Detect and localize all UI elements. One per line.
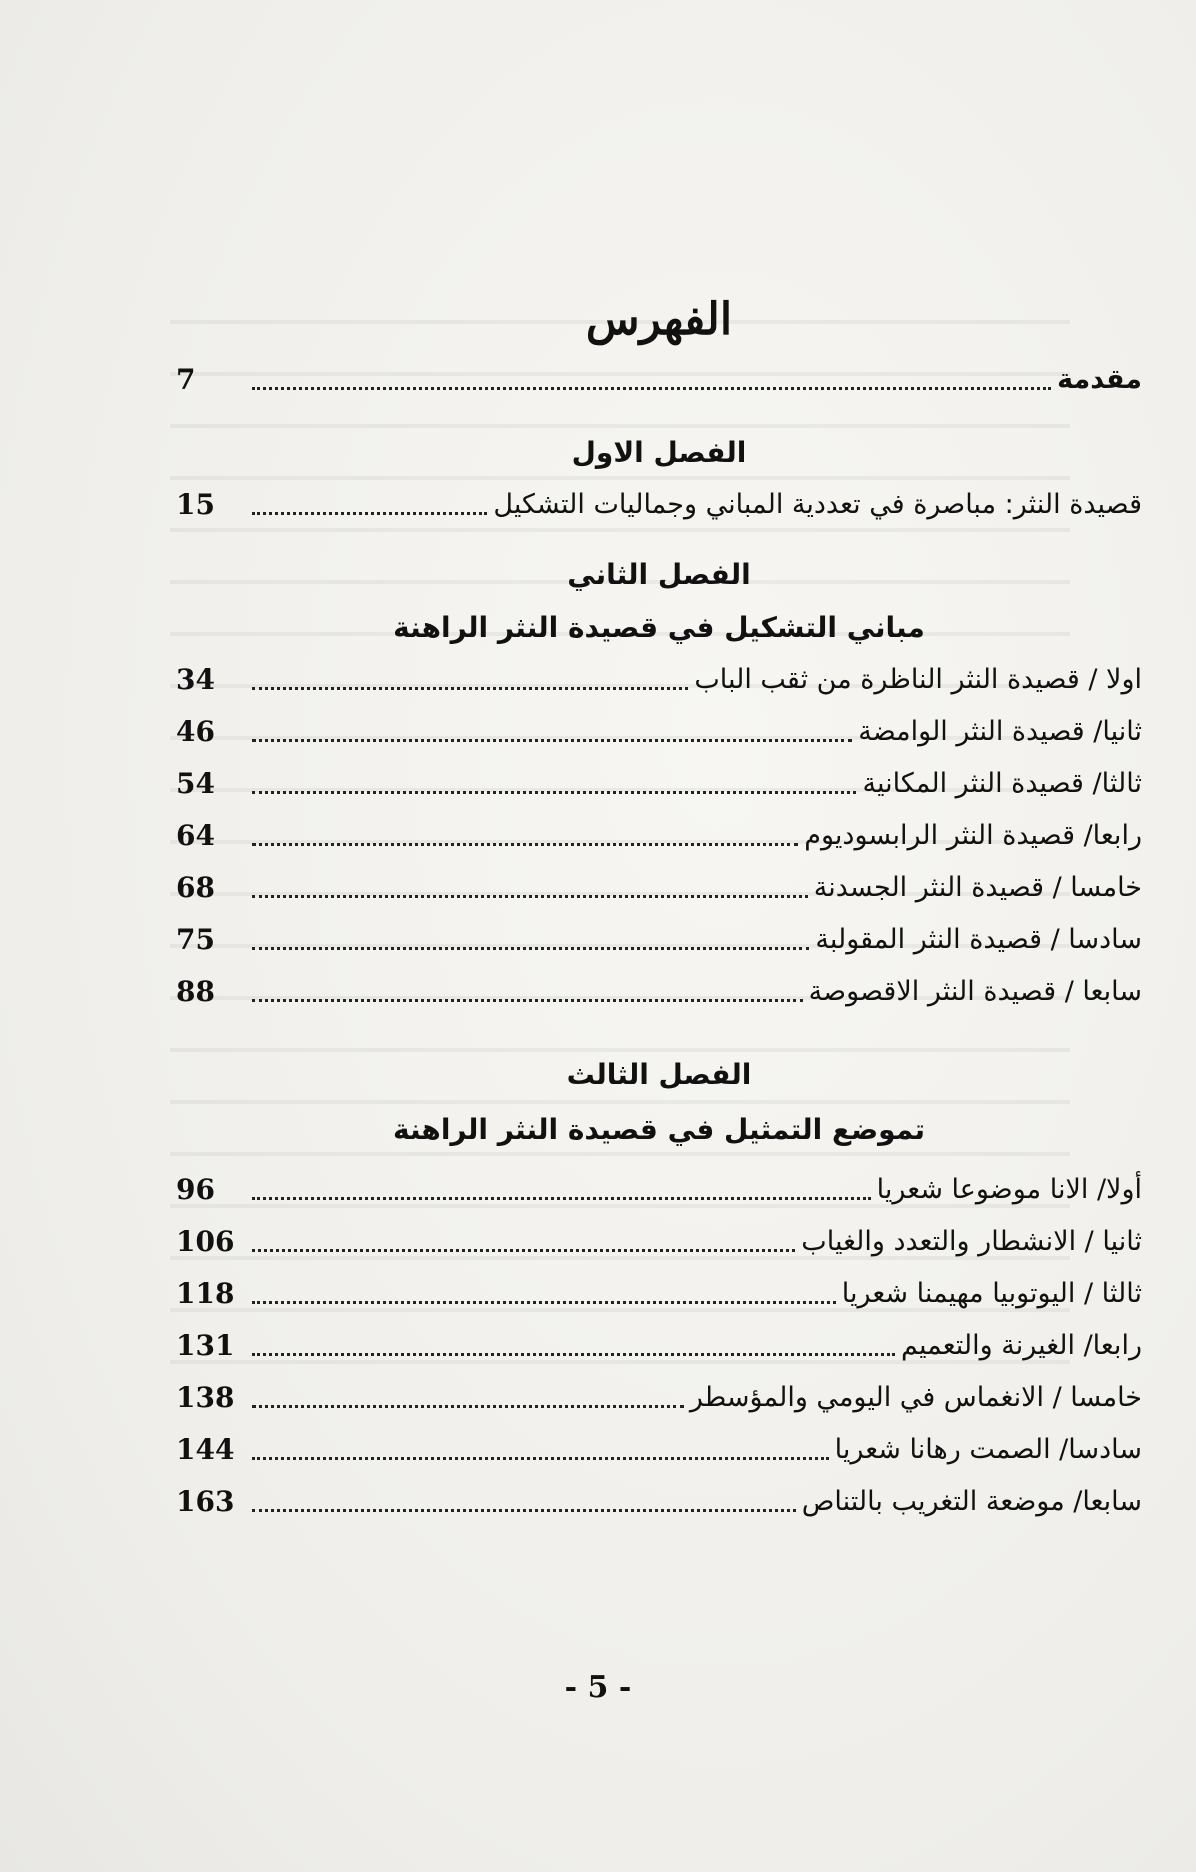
leader-dots — [252, 791, 856, 794]
leader-dots — [252, 1249, 795, 1252]
leader-dots — [252, 687, 688, 690]
toc-entry — [176, 660, 1142, 700]
toc-entry-page: 144 — [176, 1433, 235, 1466]
toc-entry-page: 68 — [176, 871, 215, 904]
toc-entry-label: سابعا/ موضعة التغريب بالتناص — [801, 1486, 1142, 1517]
chapter2-heading: الفصل الثاني — [567, 558, 751, 591]
toc-entry — [176, 1170, 1142, 1210]
toc-entry — [176, 1222, 1142, 1262]
toc-entry-label: ثانيا/ قصيدة النثر الوامضة — [858, 716, 1142, 747]
toc-entry — [176, 1274, 1142, 1314]
leader-dots — [252, 895, 808, 898]
toc-entry-page: 88 — [176, 975, 215, 1008]
toc-entry — [176, 1326, 1142, 1366]
toc-entry-label: خامسا / قصيدة النثر الجسدنة — [813, 872, 1142, 903]
toc-entry-page: 34 — [176, 663, 215, 696]
toc-entry-label: اولا / قصيدة النثر الناظرة من ثقب الباب — [694, 664, 1142, 695]
toc-entry — [176, 764, 1142, 804]
toc-entry — [176, 868, 1142, 908]
toc-entry — [176, 712, 1142, 752]
toc-entry-intro — [176, 360, 1142, 400]
toc-entry — [176, 485, 1142, 525]
toc-entry — [176, 1378, 1142, 1418]
toc-entry-page: 163 — [176, 1485, 235, 1518]
toc-entry-page: 75 — [176, 923, 215, 956]
leader-dots — [252, 1457, 829, 1460]
toc-entry-label: رابعا/ قصيدة النثر الرابسوديوم — [804, 820, 1142, 851]
toc-entry — [176, 1430, 1142, 1470]
chapter1-heading: الفصل الاول — [571, 436, 747, 469]
toc-entry — [176, 816, 1142, 856]
leader-dots — [252, 1197, 871, 1200]
toc-entry-label: رابعا/ الغيرنة والتعميم — [900, 1330, 1142, 1361]
page-number: - 5 - — [564, 1670, 632, 1705]
toc-entry-page: 64 — [176, 819, 215, 852]
toc-entry — [176, 1482, 1142, 1522]
toc-entry — [176, 920, 1142, 960]
toc-entry-label: سادسا/ الصمت رهانا شعريا — [834, 1434, 1142, 1465]
toc-entry-label: ثالثا/ قصيدة النثر المكانية — [862, 768, 1142, 799]
toc-entry-label: سابعا / قصيدة النثر الاقصوصة — [808, 976, 1142, 1007]
toc-entry-page: 7 — [176, 363, 196, 396]
toc-entry-label: ثانيا / الانشطار والتعدد والغياب — [801, 1226, 1142, 1257]
leader-dots — [252, 999, 803, 1002]
leader-dots — [252, 1301, 836, 1304]
toc-entry-label: مقدمة — [1057, 364, 1142, 395]
chapter2-subtitle: مباني التشكيل في قصيدة النثر الراهنة — [393, 611, 925, 644]
page-title: الفهرس — [585, 294, 733, 345]
toc-entry — [176, 972, 1142, 1012]
leader-dots — [252, 1405, 684, 1408]
toc-entry-page: 138 — [176, 1381, 235, 1414]
toc-entry-label: ثالثا / اليوتوبيا مهيمنا شعريا — [841, 1278, 1142, 1309]
chapter3-heading: الفصل الثالث — [566, 1058, 752, 1091]
leader-dots — [252, 512, 487, 515]
toc-entry-page: 106 — [176, 1225, 235, 1258]
leader-dots — [252, 843, 798, 846]
toc-entry-page: 54 — [176, 767, 215, 800]
toc-entry-label: أولا/ الانا موضوعا شعريا — [876, 1174, 1142, 1205]
toc-entry-page: 131 — [176, 1329, 235, 1362]
leader-dots — [252, 387, 1051, 390]
toc-entry-page: 96 — [176, 1173, 215, 1206]
toc-entry-page: 15 — [176, 488, 215, 521]
leader-dots — [252, 1353, 895, 1356]
toc-entry-page: 46 — [176, 715, 215, 748]
toc-entry-label: قصيدة النثر: مباصرة في تعددية المباني وجماليات التشكيل — [493, 489, 1142, 520]
leader-dots — [252, 947, 809, 950]
leader-dots — [252, 1509, 796, 1512]
toc-entry-label: خامسا / الانغماس في اليومي والمؤسطر — [689, 1382, 1142, 1413]
toc-entry-page: 118 — [176, 1277, 235, 1310]
toc-entry-label: سادسا / قصيدة النثر المقولبة — [815, 924, 1142, 955]
leader-dots — [252, 739, 852, 742]
chapter3-subtitle: تموضع التمثيل في قصيدة النثر الراهنة — [393, 1113, 925, 1146]
